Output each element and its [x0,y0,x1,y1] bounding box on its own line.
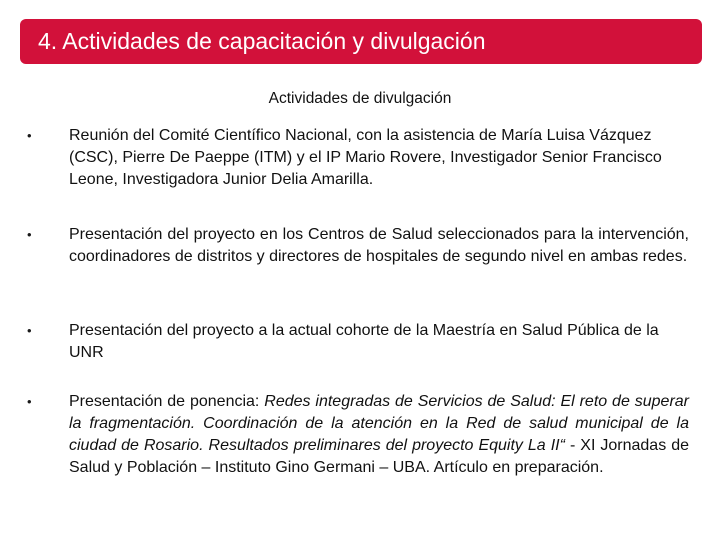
title-banner [20,19,702,64]
section-subtitle: Actividades de divulgación [268,90,452,107]
page-title: 4. Actividades de capacitación y divulgación [38,28,486,54]
list-item-text: Presentación del proyecto en los Centros de Salud seleccionados para la intervención, coordinadores de distritos y directores de hospitales de segundo nivel en ambas redes. [69,226,689,265]
bullet-icon: • [27,323,32,338]
bullet-icon: • [27,394,32,409]
ponencia-suffix: - XI Jornadas de Salud y Población – Instituto Gino Germani – UBA. Artículo en preparación. [69,437,690,476]
ponencia-prefix: Presentación de ponencia: [69,393,265,410]
bullet-icon: • [27,128,32,143]
ponencia-title: Redes integradas de Servicios de Salud: El reto de superar la fragmentación. Coordinación de la atención en la Red de salud municipal de la ciudad de Rosario. Resultados preliminares del proyecto Equity La II“ [69,393,689,454]
bullet-icon: • [27,227,32,242]
list-item-text [69,391,689,479]
list-item-text: Reunión del Comité Científico Nacional, con la asistencia de María Luisa Vázquez (CSC), Pierre De Paeppe (ITM) y el IP Mario Rovere, Investigador Senior Francisco Leone, Investigadora Junior Delia Amarilla. [69,127,662,188]
list-item-text: Presentación del proyecto a la actual cohorte de la Maestría en Salud Pública de la UNR [69,322,659,361]
